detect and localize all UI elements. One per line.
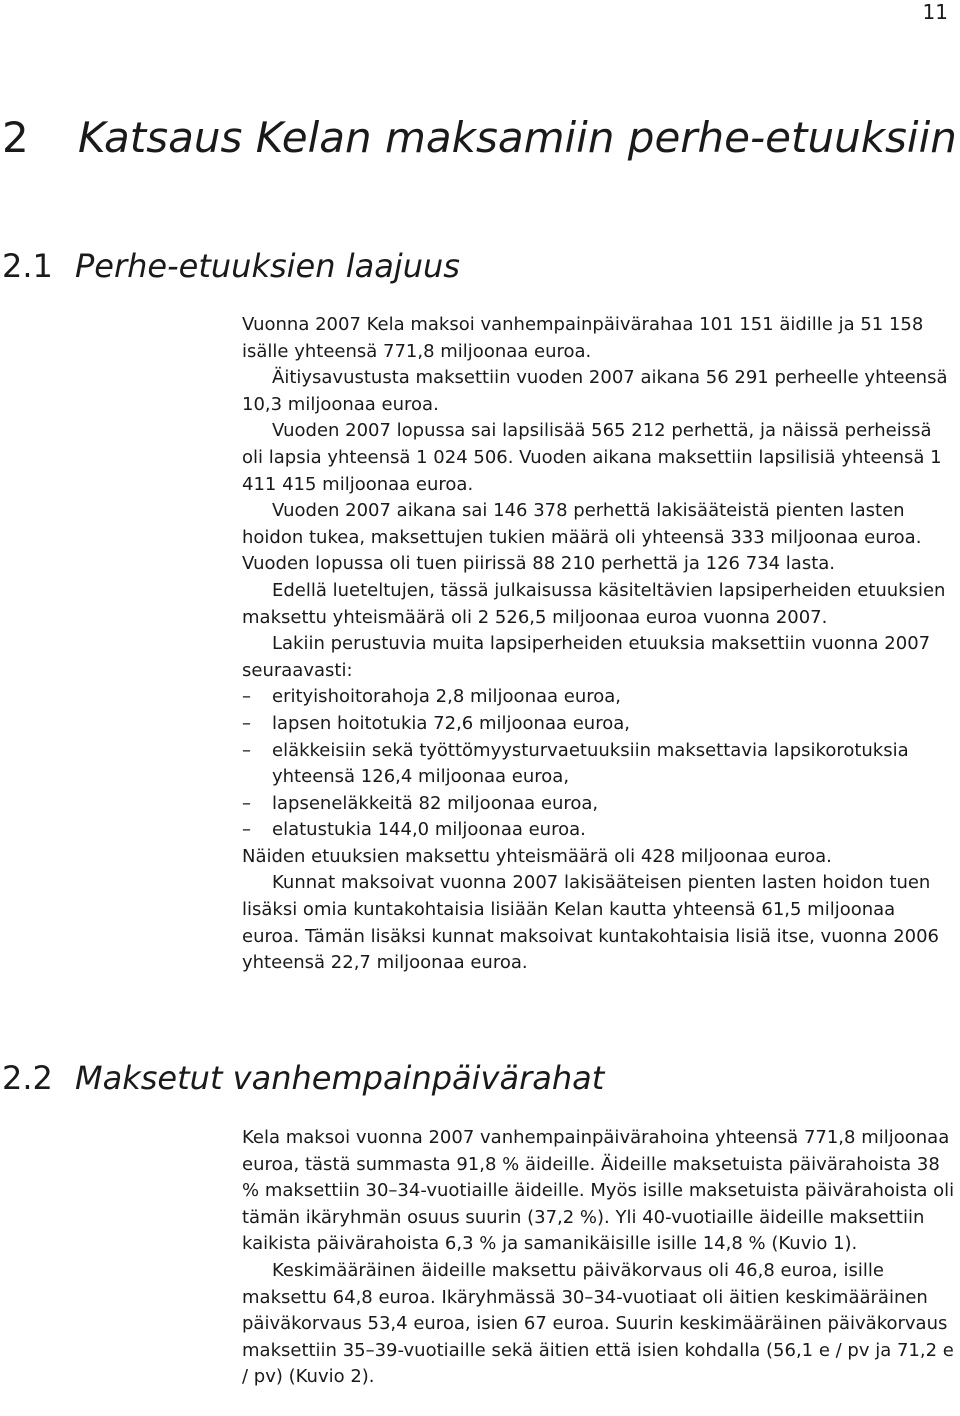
list-dash: – xyxy=(242,792,251,814)
section-2-1-title: Perhe-etuuksien laajuus xyxy=(75,247,460,285)
list-item-text: eläkkeisiin sekä työttömyysturvaetuuksiin maksettavia lapsikorotuksia yhteensä 126,4 miljoonaa euroa, xyxy=(272,739,909,788)
benefits-list xyxy=(242,684,958,844)
list-dash: – xyxy=(242,686,251,708)
paragraph: Vuoden 2007 lopussa sai lapsilisää 565 212 perhettä, ja näissä perheissä oli lapsia yhteensä 1 024 506. Vuoden aikana maksettiin lapsilisiä yhteensä 1 411 415 miljoonaa euroa. xyxy=(242,420,942,495)
page-number: 11 xyxy=(922,0,948,24)
chapter-number: 2 xyxy=(2,113,29,162)
list-item xyxy=(242,738,958,791)
paragraph: Vuonna 2007 Kela maksoi vanhempainpäivärahaa 101 151 äidille ja 51 158 isälle yhteensä 771,8 miljoonaa euroa. xyxy=(242,314,924,362)
section-2-2-number: 2.2 xyxy=(2,1059,53,1097)
paragraph: Kunnat maksoivat vuonna 2007 lakisääteisen pienten lasten hoidon tuen lisäksi omia kuntakohtaisia lisiään Kelan kautta yhteensä 61,5 miljoonaa euroa. Tämän lisäksi kunnat maksoivat kuntakohtaisia lisiä itse, vuonna 2006 yhteensä 22,7 miljoonaa euroa. xyxy=(242,872,940,974)
list-item-text: elatustukia 144,0 miljoonaa euroa. xyxy=(272,819,586,841)
paragraph: Äitiysavustusta maksettiin vuoden 2007 aikana 56 291 perheelle yhteensä 10,3 miljoonaa euroa. xyxy=(242,367,948,415)
list-item xyxy=(242,817,958,844)
section-2-1-heading xyxy=(0,244,460,288)
list-item xyxy=(242,711,958,738)
section-2-1-body xyxy=(242,312,958,977)
list-item xyxy=(242,684,958,711)
list-item-text: lapsen hoitotukia 72,6 miljoonaa euroa, xyxy=(272,712,630,734)
section-2-1-number: 2.1 xyxy=(2,247,53,285)
paragraph: Edellä lueteltujen, tässä julkaisussa käsiteltävien lapsiperheiden etuuksien maksettu yhteismäärä oli 2 526,5 miljoonaa euroa vuonna 2007. xyxy=(242,579,946,628)
section-2-2-heading xyxy=(0,1056,604,1100)
section-2-2-title: Maksetut vanhempainpäivärahat xyxy=(75,1059,605,1097)
paragraph: Lakiin perustuvia muita lapsiperheiden etuuksia maksettiin vuonna 2007 seuraavasti: xyxy=(242,633,931,681)
paragraph: Näiden etuuksien maksettu yhteismäärä oli 428 miljoonaa euroa. xyxy=(242,845,832,867)
list-dash: – xyxy=(242,739,251,761)
list-dash: – xyxy=(242,712,251,734)
list-item xyxy=(242,791,958,818)
section-2-2-body xyxy=(242,1125,958,1391)
list-item-text: lapseneläkkeitä 82 miljoonaa euroa, xyxy=(272,792,599,814)
chapter-title xyxy=(0,108,957,168)
list-dash: – xyxy=(242,819,251,841)
list-item-text: erityishoitorahoja 2,8 miljoonaa euroa, xyxy=(272,686,622,708)
paragraph: Vuoden 2007 aikana sai 146 378 perhettä lakisääteistä pienten lasten hoidon tukea, maksettujen tukien määrä oli yhteensä 333 miljoonaa euroa. Vuoden lopussa oli tuen piirissä 88 210 perhettä ja 126 734 lasta. xyxy=(242,500,922,575)
chapter-title-text: Katsaus Kelan maksamiin perhe-etuuksiin xyxy=(78,113,957,162)
paragraph: Keskimääräinen äideille maksettu päiväkorvaus oli 46,8 euroa, isille maksettu 64,8 euroa. Ikäryhmässä 30–34-vuotiaat oli äitien keskimääräinen päiväkorvaus 53,4 euroa, isien 67 euroa. Suurin keskimääräinen päiväkorvaus maksettiin 35–39-vuotiaille sekä äitien että isien kohdalla (56,1 e / pv ja 71,2 e / pv) (Kuvio 2). xyxy=(242,1259,954,1388)
paragraph: Kela maksoi vuonna 2007 vanhempainpäivärahoina yhteensä 771,8 miljoonaa euroa, tästä summasta 91,8 % äideille. Äideille maksetuista päivärahoista 38 % maksettiin 30–34-vuotiaille äideille. Myös isille maksetuista päivärahoista oli tämän ikäryhmän osuus suurin (37,2 %). Yli 40-vuotiaille äideille maksettiin kaikista päivärahoista 6,3 % ja samanikäisille isille 14,8 % (Kuvio 1). xyxy=(242,1127,955,1255)
